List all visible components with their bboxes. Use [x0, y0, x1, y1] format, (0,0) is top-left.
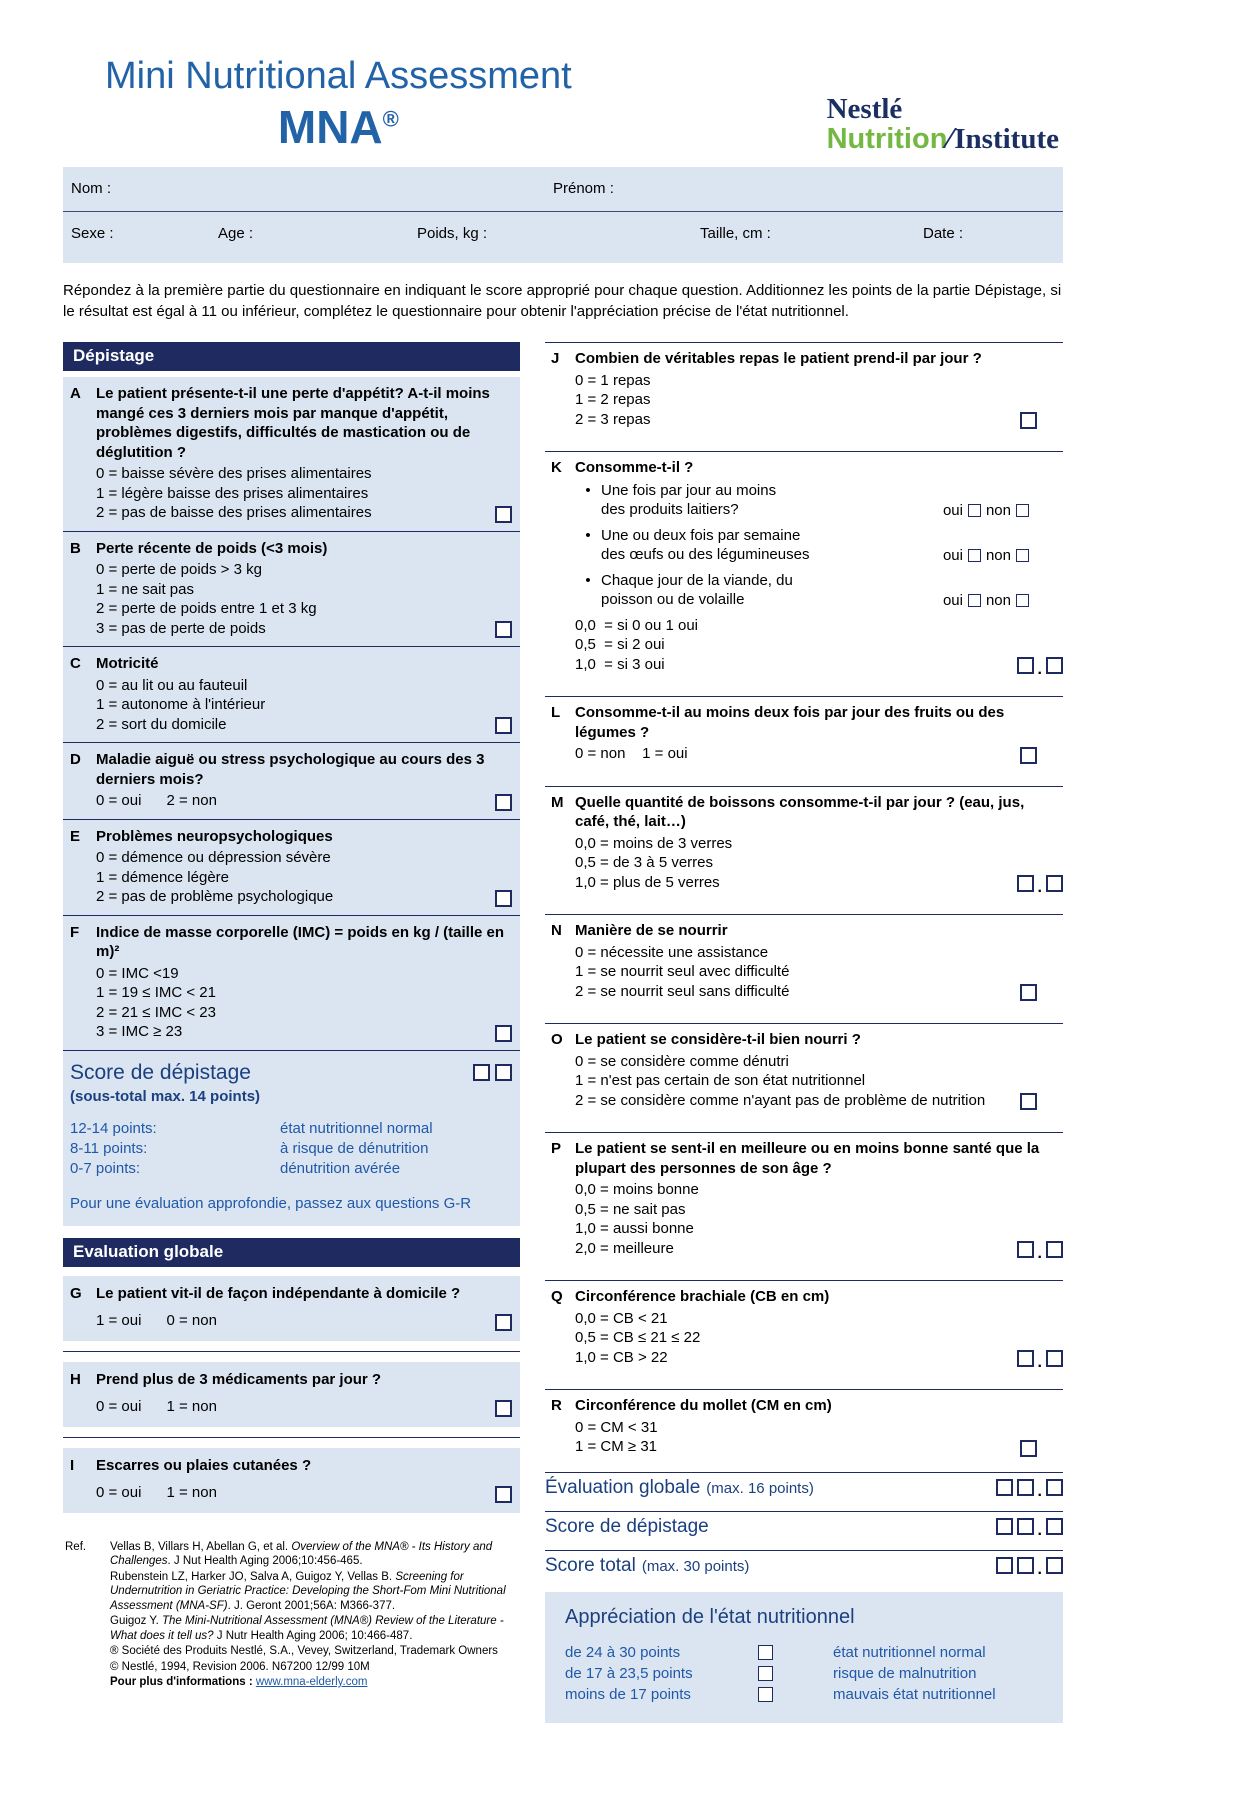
question-option: 2,0 = meilleure — [575, 1239, 674, 1257]
question-title: Prend plus de 3 médicaments par jour ? — [96, 1370, 382, 1388]
answer-box-K-decimal[interactable] — [1046, 657, 1063, 674]
question-letter: G — [70, 1284, 82, 1302]
question-option: 0 = se considère comme dénutri — [575, 1052, 789, 1070]
total-box-units[interactable] — [1017, 1479, 1034, 1496]
question-title: Indice de masse corporelle (IMC) = poids en kg / (taille en m)² — [96, 923, 505, 961]
question-option: 2 = se considère comme n'ayant pas de problème de nutrition — [575, 1091, 986, 1109]
header — [63, 55, 1063, 154]
question-option: 0 = oui 2 = non — [96, 792, 217, 810]
question-option: 0,0 = moins de 3 verres — [575, 834, 733, 852]
oui-label: oui — [942, 591, 963, 609]
question-option: 0,0 = si 0 ou 1 oui — [575, 616, 699, 634]
question-option: 3 = IMC ≥ 23 — [96, 1023, 183, 1041]
appreciation-range: de 24 à 30 points — [565, 1643, 681, 1661]
ref-more-info — [110, 1675, 510, 1690]
title-block — [105, 55, 572, 154]
question-option: 2 = 3 repas — [575, 410, 651, 428]
question-P — [545, 1132, 1063, 1267]
question-title: Quelle quantité de boissons consomme-t-il par jour ? (eau, jus, café, thé, lait…) — [575, 793, 1025, 831]
answer-box-J[interactable] — [1020, 412, 1037, 429]
decimal-dot: . — [1037, 1561, 1042, 1579]
sub-item-text: Une ou deux fois par semaine — [601, 526, 801, 544]
non-checkbox[interactable] — [1016, 594, 1029, 607]
question-K — [545, 451, 1063, 683]
answer-box-E[interactable] — [495, 890, 512, 907]
question-option: 0 = non 1 = oui — [575, 745, 688, 763]
field-label-prenom[interactable]: Prénom : — [553, 180, 614, 198]
answer-box-R[interactable] — [1020, 1440, 1037, 1457]
ref-item: Guigoz Y. The Mini-Nutritional Assessment (MNA®) Review of the Literature - What does it tell us? J Nutr Health Aging 2006; 10:466-487. — [110, 1615, 504, 1642]
sub-item-text: Une fois par jour au moins — [601, 481, 777, 499]
appreciation-title: Appréciation de l'état nutritionnel — [565, 1605, 855, 1628]
question-option: 0 = oui 1 = non — [96, 1398, 217, 1416]
appreciation-row — [565, 1644, 1063, 1661]
question-title: Problèmes neuropsychologiques — [96, 827, 333, 845]
question-letter: K — [551, 459, 562, 477]
total-boxes — [996, 1479, 1063, 1501]
non-checkbox[interactable] — [1016, 504, 1029, 517]
question-option: 2 = 21 ≤ IMC < 23 — [96, 1003, 216, 1021]
screening-score-boxes — [473, 1064, 512, 1081]
answer-boxes-G — [495, 1314, 512, 1331]
answer-boxes-D — [495, 794, 512, 811]
answer-box-N[interactable] — [1020, 984, 1037, 1001]
question-title: Escarres ou plaies cutanées ? — [96, 1456, 312, 1474]
question-option: 0,5 = de 3 à 5 verres — [575, 854, 714, 872]
question-title: Consomme-t-il ? — [575, 459, 694, 477]
appreciation-checkbox[interactable] — [758, 1645, 773, 1660]
score-range-points: 8-11 points: — [70, 1139, 148, 1157]
question-option: 1 = 19 ≤ IMC < 21 — [96, 984, 216, 1002]
answer-boxes-F — [495, 1025, 512, 1042]
bullet-icon: • — [585, 571, 591, 589]
question-letter: B — [70, 539, 81, 557]
question-L — [545, 696, 1063, 773]
question-sub-item — [575, 526, 1063, 565]
mna-form-page — [63, 55, 1063, 1723]
oui-label: oui — [942, 546, 963, 564]
question-N — [545, 914, 1063, 1010]
ref-trademark: ® Société des Produits Nestlé, S.A., Vevey, Switzerland, Trademark Owners — [110, 1645, 498, 1658]
question-option: 3 = pas de perte de poids — [96, 619, 266, 637]
question-D — [63, 742, 520, 819]
field-label-sexe[interactable]: Sexe : — [71, 225, 114, 243]
field-label-nom[interactable]: Nom : — [71, 180, 112, 198]
answer-box-P-decimal[interactable] — [1046, 1241, 1063, 1258]
total-row-score-total — [545, 1550, 1063, 1582]
question-option: 0 = démence ou dépression sévère — [96, 849, 331, 867]
appreciation-checkbox[interactable] — [758, 1687, 773, 1702]
answer-box-M-decimal[interactable] — [1046, 875, 1063, 892]
score-range-points: 12-14 points: — [70, 1119, 157, 1137]
non-label: non — [985, 501, 1011, 519]
oui-non-group — [943, 592, 1029, 609]
total-box-tens[interactable] — [996, 1557, 1013, 1574]
answer-box-G[interactable] — [495, 1314, 512, 1331]
score-range-label: à risque de dénutrition — [280, 1139, 429, 1157]
question-option: 0 = nécessite une assistance — [575, 943, 769, 961]
question-letter: Q — [551, 1288, 563, 1306]
screening-score-title: Score de dépistage — [70, 1060, 251, 1084]
divider-line — [63, 1437, 520, 1438]
question-E — [63, 819, 520, 915]
score-range-points: 0-7 points: — [70, 1159, 141, 1177]
answer-boxes-C — [495, 717, 512, 734]
answer-boxes-N — [1020, 984, 1037, 1001]
question-letter: A — [70, 385, 81, 403]
answer-boxes-L — [1020, 747, 1037, 764]
answer-boxes-K — [1017, 657, 1063, 679]
question-O — [545, 1023, 1063, 1119]
question-H — [63, 1362, 520, 1427]
total-suffix: (max. 30 points) — [641, 1557, 750, 1575]
logo-line2 — [826, 122, 1059, 155]
question-option: 0 = au lit ou au fauteuil — [96, 676, 248, 694]
total-label: Évaluation globale — [545, 1476, 701, 1498]
question-letter: I — [70, 1456, 75, 1474]
question-option: 0 = CM < 31 — [575, 1418, 658, 1436]
appreciation-range: moins de 17 points — [565, 1685, 691, 1703]
answer-boxes-Q — [1017, 1350, 1063, 1372]
question-option: 0 = oui 1 = non — [96, 1484, 217, 1502]
screening-score-subtitle: (sous-total max. 14 points) — [70, 1087, 261, 1105]
references — [63, 1540, 520, 1691]
question-I — [63, 1448, 520, 1513]
question-option: 2 = pas de baisse des prises alimentaires — [96, 504, 372, 522]
total-box-tens[interactable] — [996, 1479, 1013, 1496]
question-title: Le patient se considère-t-il bien nourri ? — [575, 1031, 861, 1049]
answer-box-Q[interactable] — [1017, 1350, 1034, 1367]
answer-box-L[interactable] — [1020, 747, 1037, 764]
question-letter: E — [70, 827, 81, 845]
answer-boxes-E — [495, 890, 512, 907]
field-label-date[interactable]: Date : — [923, 225, 964, 243]
totals-section — [545, 1472, 1063, 1582]
appreciation-label: état nutritionnel normal — [833, 1643, 986, 1661]
form-title: Mini Nutritional Assessment — [105, 55, 572, 97]
answer-box-Q-decimal[interactable] — [1046, 1350, 1063, 1367]
decimal-dot: . — [1037, 1483, 1042, 1501]
total-box-decimal[interactable] — [1046, 1557, 1063, 1574]
answer-boxes-J — [1020, 412, 1037, 429]
screening-score-box-tens[interactable] — [473, 1064, 490, 1081]
total-box-decimal[interactable] — [1046, 1518, 1063, 1535]
question-title: Motricité — [96, 655, 159, 673]
appreciation-section — [545, 1592, 1063, 1723]
total-label: Score de dépistage — [545, 1515, 709, 1537]
answer-boxes-P — [1017, 1241, 1063, 1263]
question-M — [545, 786, 1063, 902]
mna-elderly-link[interactable]: www.mna-elderly.com — [255, 1676, 368, 1689]
appreciation-label: risque de malnutrition — [833, 1664, 977, 1682]
question-option: 0,5 = ne sait pas — [575, 1200, 686, 1218]
question-Q — [545, 1280, 1063, 1376]
total-box-units[interactable] — [1017, 1557, 1034, 1574]
answer-box-B[interactable] — [495, 621, 512, 638]
oui-checkbox[interactable] — [968, 594, 981, 607]
answer-box-A[interactable] — [495, 506, 512, 523]
oui-checkbox[interactable] — [968, 504, 981, 517]
logo-nutrition: Nutrition — [826, 122, 948, 155]
nestle-nutrition-institute-logo — [827, 95, 1059, 154]
question-title: Perte récente de poids (<3 mois) — [96, 539, 328, 557]
decimal-dot: . — [1037, 1245, 1042, 1263]
decimal-dot: . — [1037, 1354, 1042, 1372]
score-range-label: état nutritionnel normal — [280, 1119, 433, 1137]
question-option: 1 = ne sait pas — [96, 580, 194, 598]
question-option: 1 = légère baisse des prises alimentaires — [96, 484, 369, 502]
answer-box-I[interactable] — [495, 1486, 512, 1503]
field-label-taille[interactable]: Taille, cm : — [700, 225, 771, 243]
answer-boxes-O — [1020, 1093, 1037, 1110]
logo-institute: Institute — [954, 122, 1059, 155]
question-option: 1 = autonome à l'intérieur — [96, 696, 266, 714]
answer-box-H[interactable] — [495, 1400, 512, 1417]
patient-info-box — [63, 167, 1063, 263]
ref-item: Rubenstein LZ, Harker JO, Salva A, Guigoz Y, Vellas B. Screening for Undernutrition in Geriatric Practice: Developing the Short-Fom Mini Nutritional Assessment (MNA-SF). J. Geront 2001;56A: M366-377. — [110, 1570, 506, 1612]
bullet-icon: • — [585, 526, 591, 544]
sub-item-text: Chaque jour de la viande, du — [601, 571, 793, 589]
oui-non-group — [943, 502, 1029, 519]
field-label-poids[interactable]: Poids, kg : — [417, 225, 488, 243]
answer-boxes-A — [495, 506, 512, 523]
non-label: non — [985, 591, 1011, 609]
appreciation-row — [565, 1665, 1063, 1682]
acronym-text: MNA — [277, 101, 383, 153]
form-acronym — [105, 100, 572, 154]
question-R — [545, 1389, 1063, 1466]
sub-item-text: poisson ou de volaille — [601, 591, 745, 609]
score-range-label: dénutrition avérée — [280, 1159, 401, 1177]
answer-boxes-H — [495, 1400, 512, 1417]
ref-item: Vellas B, Villars H, Abellan G, et al. Overview of the MNA® - Its History and Challenges. J Nut Health Aging 2006;10:456-465. — [110, 1540, 493, 1568]
question-option: 2 = se nourrit seul sans difficulté — [575, 982, 790, 1000]
question-option: 2 = sort du domicile — [96, 715, 227, 733]
question-option: 0 = perte de poids > 3 kg — [96, 561, 262, 579]
oui-non-group — [943, 547, 1029, 564]
logo-nestle: Nestlé — [826, 93, 903, 125]
question-G — [63, 1276, 520, 1341]
decimal-dot: . — [1037, 1522, 1042, 1540]
total-box-decimal[interactable] — [1046, 1479, 1063, 1496]
question-title: Combien de véritables repas le patient prend-il par jour ? — [575, 350, 982, 368]
non-label: non — [985, 546, 1011, 564]
answer-box-P[interactable] — [1017, 1241, 1034, 1258]
answer-box-C[interactable] — [495, 717, 512, 734]
question-option: 1 = n'est pas certain de son état nutritionnel — [575, 1072, 866, 1090]
total-boxes — [996, 1557, 1063, 1579]
score-ranges — [70, 1119, 512, 1179]
answer-boxes-M — [1017, 875, 1063, 897]
answer-box-O[interactable] — [1020, 1093, 1037, 1110]
question-option: 1,0 = plus de 5 verres — [575, 873, 720, 891]
question-letter: O — [551, 1031, 563, 1049]
question-title: Le patient vit-il de façon indépendante à domicile ? — [96, 1284, 461, 1302]
question-option: 1,0 = aussi bonne — [575, 1220, 694, 1238]
screening-score-box-units[interactable] — [495, 1064, 512, 1081]
question-letter: D — [70, 751, 81, 769]
question-title: Manière de se nourrir — [575, 922, 728, 940]
question-option: 0,0 = CB < 21 — [575, 1309, 668, 1327]
question-letter: H — [70, 1370, 81, 1388]
total-box-units[interactable] — [1017, 1518, 1034, 1535]
appreciation-row — [565, 1686, 1063, 1703]
ref-label: Ref. — [65, 1540, 87, 1553]
question-A — [63, 377, 520, 531]
question-title: Consomme-t-il au moins deux fois par jour des fruits ou des légumes ? — [575, 704, 1005, 741]
question-letter: F — [70, 923, 80, 941]
question-option: 1 = se nourrit seul avec difficulté — [575, 963, 790, 981]
oui-label: oui — [942, 501, 963, 519]
appreciation-range: de 17 à 23,5 points — [565, 1664, 693, 1682]
answer-box-F[interactable] — [495, 1025, 512, 1042]
question-option: 1,0 = CB > 22 — [575, 1348, 668, 1366]
score-note: Pour une évaluation approfondie, passez aux questions G-R — [70, 1194, 472, 1212]
question-option: 2 = perte de poids entre 1 et 3 kg — [96, 600, 317, 618]
question-letter: J — [551, 350, 560, 368]
total-boxes — [996, 1518, 1063, 1540]
question-letter: R — [551, 1397, 562, 1415]
appreciation-label: mauvais état nutritionnel — [833, 1685, 996, 1703]
answer-boxes-I — [495, 1486, 512, 1503]
question-title: Le patient se sent-il en meilleure ou en moins bonne santé que la plupart des personnes de son âge ? — [575, 1140, 1040, 1177]
instructions-text: Répondez à la première partie du questionnaire en indiquant le score approprié pour chaque question. Additionnez les points de la partie Dépistage, si le résultat est égal à 11 ou inférieur, complétez le questionnaire pour obtenir l'appréciation précise de l'état nutritionnel. — [63, 282, 1062, 321]
answer-boxes-B — [495, 621, 512, 638]
question-option: 1 = démence légère — [96, 868, 230, 886]
question-letter: M — [551, 793, 564, 811]
question-option: 0,0 = moins bonne — [575, 1181, 699, 1199]
total-box-tens[interactable] — [996, 1518, 1013, 1535]
total-row-evaluation-globale — [545, 1472, 1063, 1504]
question-option: 2 = pas de problème psychologique — [96, 888, 334, 906]
non-checkbox[interactable] — [1016, 549, 1029, 562]
appreciation-checkbox[interactable] — [758, 1666, 773, 1681]
question-C — [63, 646, 520, 742]
question-title: Circonférence du mollet (CM en cm) — [575, 1397, 832, 1415]
question-option: 0,5 = si 2 oui — [575, 636, 665, 654]
total-label: Score total — [545, 1554, 636, 1576]
question-B — [63, 531, 520, 647]
screening-score-block — [63, 1050, 520, 1226]
oui-checkbox[interactable] — [968, 549, 981, 562]
question-option: 0 = baisse sévère des prises alimentaires — [96, 465, 372, 483]
screening-panel — [63, 377, 520, 1226]
decimal-dot: . — [1037, 879, 1042, 897]
answer-box-M[interactable] — [1017, 875, 1034, 892]
question-sub-item — [575, 481, 1063, 520]
sub-item-text: des œufs ou des légumineuses — [601, 546, 810, 564]
decimal-dot: . — [1037, 661, 1042, 679]
question-option: 0 = 1 repas — [575, 371, 651, 389]
sub-item-text: des produits laitiers? — [601, 501, 739, 519]
answer-box-D[interactable] — [495, 794, 512, 811]
question-F — [63, 915, 520, 1050]
question-letter: N — [551, 922, 562, 940]
question-title: Circonférence brachiale (CB en cm) — [575, 1288, 830, 1306]
question-option: 1 = 2 repas — [575, 391, 651, 409]
question-letter: P — [551, 1140, 562, 1158]
total-row-score-depistage — [545, 1511, 1063, 1543]
more-info-label: Pour plus d'informations : — [110, 1676, 256, 1689]
question-letter: L — [551, 704, 561, 722]
question-option: 1 = CM ≥ 31 — [575, 1438, 658, 1456]
field-label-age[interactable]: Age : — [218, 225, 254, 243]
answer-boxes-R — [1020, 1440, 1037, 1457]
section-header-depistage: Dépistage — [63, 342, 520, 371]
question-letter: C — [70, 655, 81, 673]
question-option: 1 = oui 0 = non — [96, 1312, 217, 1330]
divider-line — [63, 1351, 520, 1352]
answer-box-K[interactable] — [1017, 657, 1034, 674]
question-option: 0,5 = CB ≤ 21 ≤ 22 — [575, 1329, 701, 1347]
total-suffix: (max. 16 points) — [706, 1479, 814, 1497]
section-header-evaluation: Evaluation globale — [63, 1238, 520, 1267]
question-J — [545, 342, 1063, 438]
bullet-icon: • — [585, 481, 591, 499]
registered-mark: ® — [382, 106, 399, 132]
question-option: 0 = IMC <19 — [96, 964, 179, 982]
ref-copyright: © Nestlé, 1994, Revision 2006. N67200 12/99 10M — [110, 1660, 370, 1673]
question-sub-item — [575, 571, 1063, 610]
question-option: 1,0 = si 3 oui — [575, 655, 665, 673]
logo-slash-icon: ∕ — [948, 122, 954, 155]
question-title: Le patient présente-t-il une perte d'appétit? A-t-il moins mangé ces 3 derniers mois par manque d'appétit, problèmes digestifs, difficultés de mastication ou de déglutition ? — [96, 385, 490, 461]
question-title: Maladie aiguë ou stress psychologique au cours des 3 derniers mois? — [96, 751, 485, 788]
